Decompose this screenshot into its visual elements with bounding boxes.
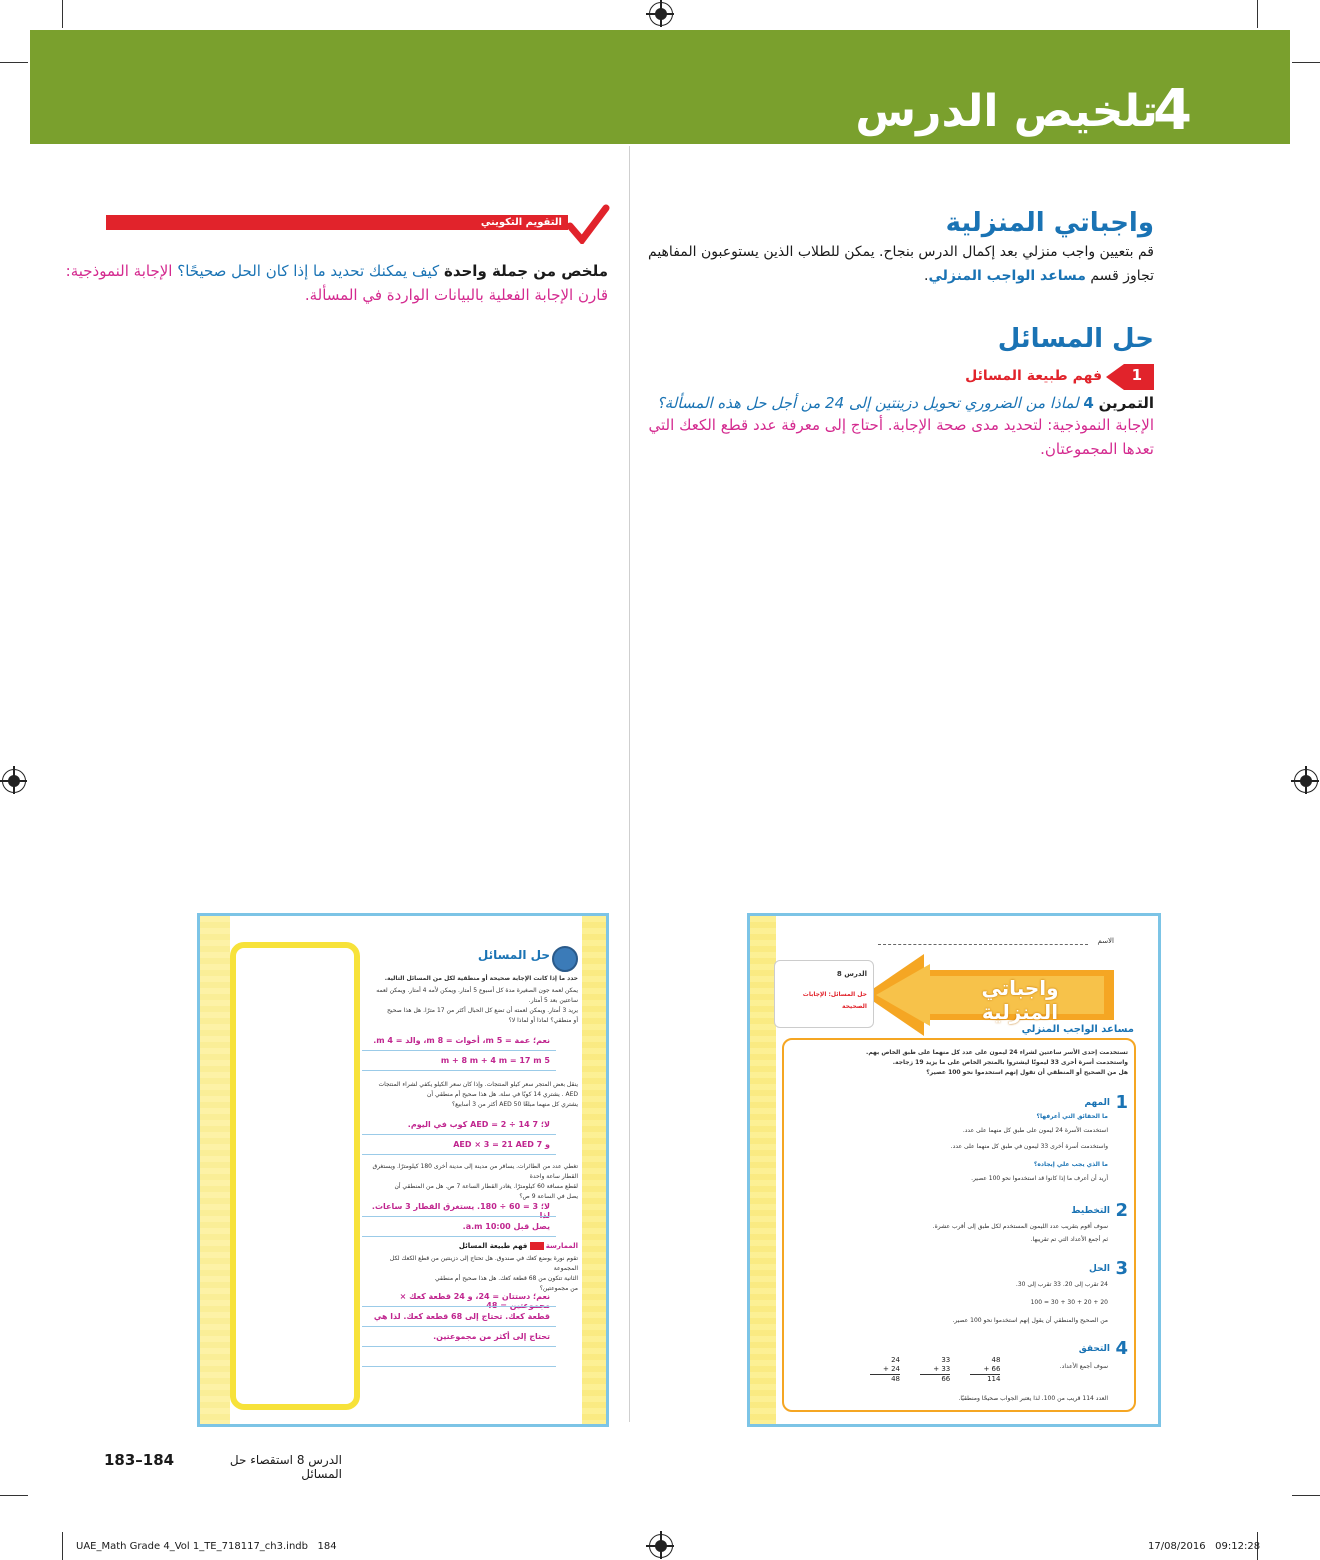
answer-line-rule [362, 1236, 556, 1237]
q2-line: AED . يشتري 14 كوبًا في سلة. هل هذا صحيح أم منطقي أن [426, 1091, 578, 1098]
page-numbers: 183–184 [104, 1451, 175, 1469]
answer-line-rule [362, 1326, 556, 1327]
crop-mark [1292, 62, 1320, 63]
crop-mark [62, 0, 63, 28]
problem-solving-heading: حل المسائل [997, 324, 1154, 354]
q3-text [368, 1162, 578, 1202]
sum-cell: + 66 [970, 1365, 1000, 1375]
formative-tag: التقويم التكويني [480, 217, 562, 228]
q2-text [368, 1080, 578, 1110]
answer-space-frame [230, 942, 360, 1410]
q3-line: يصل في الساعة 9 ص؟ [519, 1193, 578, 1200]
name-label: الاسم [1097, 937, 1114, 945]
homework-text-prefix: تجاوز قسم [1090, 268, 1154, 284]
homework-banner-title: واجباتي المنزلية [981, 976, 1059, 1024]
exercise-number: 4 [1083, 394, 1094, 412]
registration-mark-icon [1294, 769, 1318, 793]
globe-icon [552, 946, 578, 972]
student-page-thumbnail-left [197, 913, 609, 1427]
sum-cell: 48 [991, 1356, 1001, 1364]
step-line: 24 تقرب إلى 20. 33 تقرب إلى 30. [1015, 1281, 1108, 1288]
lesson-sub: الصحيحة [842, 1003, 867, 1010]
helper-title: مساعد الواجب المنزلي [1021, 1024, 1134, 1035]
step3-body [798, 1280, 1108, 1326]
q4-tag: فهم طبيعة المسائل [458, 1242, 528, 1250]
lesson-card [774, 960, 874, 1028]
student-page-thumbnail-right [747, 913, 1161, 1427]
sum-col [970, 1356, 1000, 1384]
q1-answer: نعم؛ عمة = 5 m، أخوات = 8 m، والد = 4 m. [373, 1036, 550, 1045]
answer-line: تعدها المجموعتان. [1040, 440, 1154, 458]
lesson-label: الدرس 8 [836, 970, 867, 978]
sum-col [920, 1356, 950, 1384]
mp-badge-number: 1 [1131, 366, 1142, 384]
sum-col [870, 1356, 900, 1384]
formative-bold: ملخص من جملة واحدة [443, 262, 608, 280]
exercise-line [657, 394, 1154, 412]
q4-line: الثانية تتكون من 68 قطعة كعك. هل هذا صحيح أم منطقي [435, 1275, 578, 1282]
step2-title: التخطيط [1071, 1206, 1110, 1216]
homework-helper-link: مساعد الواجب المنزلي [928, 268, 1086, 284]
checkmark-icon [566, 204, 610, 244]
q4-line: تقوم نورة بوضع كعك في صندوق. هل تحتاج إلى دزينتين من قطع الكعك لكل المجموعة [389, 1255, 578, 1272]
sum-cell: + 33 [920, 1365, 950, 1375]
crop-mark [1257, 0, 1258, 28]
step-number-icon: 1 [1115, 1092, 1128, 1113]
q3-answer: يصل قبل 10:00 a.m. [462, 1222, 550, 1231]
crop-mark [0, 62, 28, 63]
formative-question: كيف يمكنك تحديد ما إذا كان الحل صحيحًا؟ [177, 262, 440, 280]
step4-intro: سوف أجمع الأعداد. [1059, 1363, 1108, 1370]
step-q: ما الحقائق التي أعرفها؟ [1036, 1113, 1108, 1120]
formative-line [66, 262, 608, 280]
exercise-label: التمرين [1098, 394, 1154, 412]
crop-mark [62, 1532, 63, 1560]
q1-line: أو منطقي؟ لماذا أو لماذا لا؟ [508, 1017, 578, 1024]
sum-cell: 24 [891, 1356, 900, 1364]
answer-line: الإجابة النموذجية: لتحديد مدى صحة الإجابة. أحتاج إلى معرفة عدد قطع الكعك التي [648, 416, 1154, 434]
step-line: سوف أقوم بتقريب عدد الليمون المستخدم لكل طبق إلى أقرب عشرة. [932, 1223, 1108, 1230]
intro-line: تستخدمت إحدى الأسر ساعتين لشراء 24 ليمون على عدد كل منهما على طبق الخاص بهم. [866, 1049, 1128, 1056]
answer-line-rule [362, 1346, 556, 1347]
step-number-icon: 3 [1115, 1258, 1128, 1279]
sum-cell: 66 [941, 1375, 951, 1383]
step4-conclusion: العدد 114 قريب من 100. لذا يعتبر الجواب صحيحًا ومنطقيًا. [958, 1395, 1108, 1402]
q1-line: يمكن لعمة جون الصغيرة مدة كل أسبوع 5 أمتار. ويمكن لأمه 4 أمتار. ويمكن لعمه ساعتين بعد 5 أمتار. [376, 987, 578, 1004]
arrow-badge-icon [530, 1242, 544, 1250]
sum-cell: 48 [891, 1375, 900, 1383]
step-q: ما الذي يجب علي إيجاده؟ [1033, 1161, 1108, 1168]
sum-cell: 114 [987, 1375, 1001, 1383]
step-number-icon: 4 [1115, 1338, 1128, 1359]
step-line: 20 + 20 + 30 + 30 = 100 [1030, 1299, 1108, 1306]
homework-heading: واجباتي المنزلية [945, 208, 1154, 238]
sum-columns [870, 1356, 1000, 1384]
answer-line-rule [362, 1050, 556, 1051]
lesson-sub: حل المسائل: الإجابات [802, 991, 867, 998]
intro-line: هل من الصحيح أو المنطقي أن تقول إنهم استخدموا نحو 100 عصير؟ [926, 1069, 1128, 1076]
thumb-left-instructions: حدد ما إذا كانت الإجابة صحيحة أو منطقية لكل من المسائل التالية. [384, 975, 578, 982]
q3-line: تغطي عدد من الطائرات. يسافر من مدينة إلى مدينة أخرى 180 كيلومترًا. ويستغرق القطار ساعة واحدة [372, 1163, 578, 1180]
mp-badge-label: فهم طبيعة المسائل [965, 368, 1102, 384]
q4-text [368, 1254, 578, 1294]
answer-line-rule [362, 1154, 556, 1155]
name-line [878, 944, 1088, 945]
q4-answer: نعم؛ دستتان = 24، و 24 قطعة كعك × [399, 1292, 550, 1301]
homework-text-suffix: . [924, 268, 929, 284]
q4-header [358, 1242, 578, 1250]
q4-line: من مجموعتين؟ [539, 1285, 578, 1292]
page-divider [629, 146, 630, 1422]
q2-answer: و 7 AED × 3 = 21 AED [453, 1140, 550, 1149]
formative-answer-line: قارن الإجابة الفعلية بالبيانات الواردة في المسألة. [304, 286, 608, 304]
footer-lesson: الدرس 8 استقصاء حل المسائل [229, 1453, 342, 1481]
arrow-badge-icon [1106, 364, 1154, 390]
sum-cell: 33 [941, 1356, 951, 1364]
answer-line-rule [362, 1134, 556, 1135]
mp-badge [1106, 364, 1154, 390]
q4-answer: تحتاج إلى أكثر من مجموعتين. [433, 1332, 550, 1341]
sum-cell: + 24 [870, 1365, 900, 1375]
answer-line-rule [362, 1366, 556, 1367]
step2-body [798, 1222, 1108, 1245]
step1-title: المهم [1084, 1098, 1110, 1108]
registration-mark-icon [2, 769, 26, 793]
homework-text-line [924, 268, 1154, 284]
answer-line-rule [362, 1070, 556, 1071]
file-info: UAE_Math Grade 4_Vol 1_TE_718117_ch3.indb 184 [76, 1541, 337, 1552]
print-date: 17/08/2016 09:12:28 [1148, 1541, 1261, 1552]
q4-answer: قطعة كعك. تحتاج إلى 68 قطعة كعك. لذا هي [373, 1312, 550, 1321]
crop-mark [0, 1495, 28, 1496]
q4-label: الممارسة [545, 1242, 578, 1250]
step-line: استخدمت الأسرة 24 ليمون على طبق كل منهما على عدد. [962, 1127, 1108, 1134]
step-line: أريد أن أعرف ما إذا كانوا قد استخدموا نحو 100 عصير. [971, 1175, 1108, 1182]
q1-line: يريد 3 أمتار. ويمكن لعمته أن تضع كل الحبال أكثر من 17 مترًا. هل هذا صحيح [387, 1007, 578, 1014]
crop-mark [1292, 1495, 1320, 1496]
q2-answer: لا؛ 7 AED = 2 ÷ 14 كوب في اليوم. [407, 1120, 550, 1129]
registration-mark-icon [649, 2, 673, 26]
helper-intro [798, 1048, 1128, 1078]
exercise-question: لماذا من الضروري تحويل دزينتين إلى 24 من أجل حل هذه المسألة؟ [656, 394, 1079, 412]
chapter-title: تلخيص الدرس [855, 86, 1158, 137]
intro-line: واستخدمت أسرة أخرى 33 ليمونًا ليشتروا بالمتجر الخاص على ما يزيد 19 زجاجة. [892, 1059, 1128, 1066]
chapter-number: 4 [1153, 78, 1192, 143]
step1-body [798, 1112, 1108, 1184]
q1-answer: 5 m + 8 m + 4 m = 17 m [440, 1056, 550, 1065]
formative-answer: الإجابة النموذجية: [65, 262, 173, 280]
step4-title: التحقق [1078, 1344, 1110, 1354]
q2-line: ينقل بعض المتجر سعر كيلو المنتجات. وإذا كان سعر الكيلو يكفي لشراء المنتجات [378, 1081, 578, 1088]
step3-title: الحل [1089, 1264, 1110, 1274]
step-number-icon: 2 [1115, 1200, 1128, 1221]
decor-strip [750, 916, 776, 1424]
decor-strip [582, 916, 606, 1424]
homework-text-line: قم بتعيين واجب منزلي بعد إكمال الدرس بنجاح. يمكن للطلاب الذين يستوعبون المفاهيم [648, 244, 1154, 260]
q3-line: لقطع مسافة 60 كيلومترًا. يغادر القطار الساعة 7 ص. هل من المنطقي أن [394, 1183, 578, 1190]
step-line: ثم أجمع الأعداد التي تم تقريبها. [1030, 1236, 1108, 1243]
registration-mark-icon [649, 1534, 673, 1558]
q1-text [368, 986, 578, 1026]
decor-strip [200, 916, 230, 1424]
q3-answer: لا؛ 3 = 60 ÷ 180. يستغرق القطار 3 ساعات. [371, 1202, 550, 1211]
step-line: من الصحيح والمنطقي أن يقول إنهم استخدموا نحو 100 عصير. [952, 1317, 1108, 1324]
answer-line-rule [362, 1306, 556, 1307]
q2-line: يشتري كل منهما مبلغًا 50 AED أكثر من 3 أسابيع؟ [451, 1101, 578, 1108]
answer-line-rule [362, 1216, 556, 1217]
step-line: واستخدمت أسرة أخرى 33 ليمون في طبق كل منهما على عدد. [950, 1143, 1108, 1150]
thumb-left-title: حل المسائل [477, 948, 550, 962]
